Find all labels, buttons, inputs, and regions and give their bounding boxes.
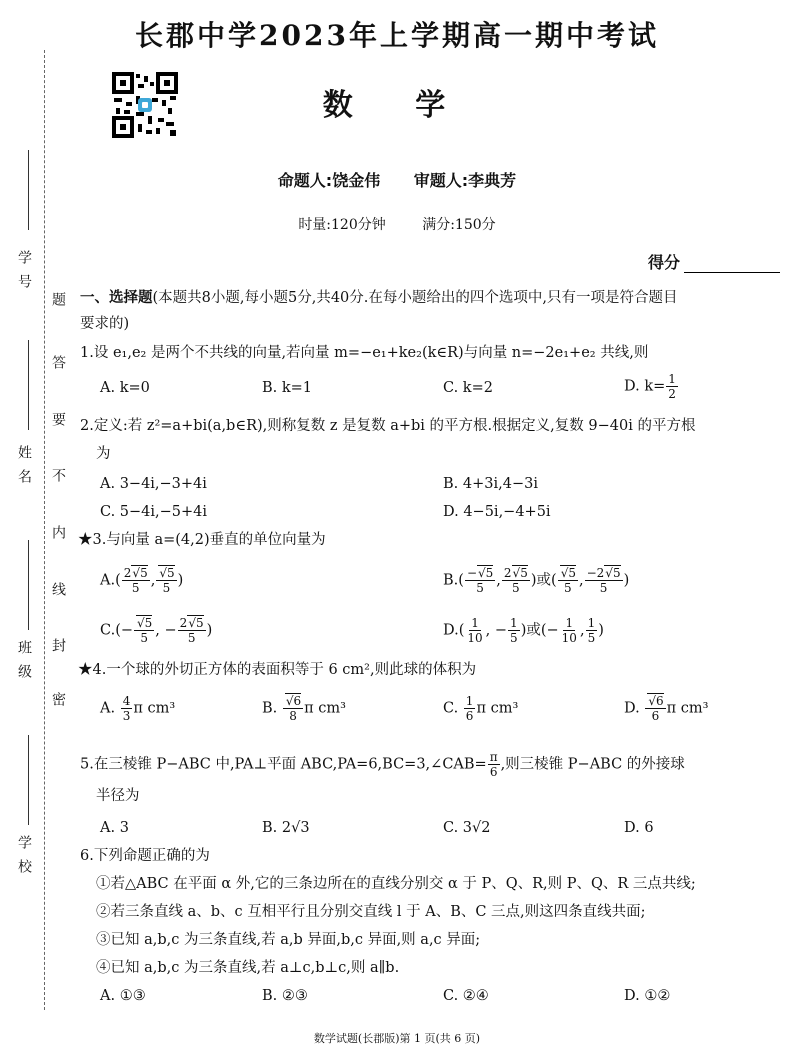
numerator: π bbox=[489, 750, 498, 764]
q4-option-a[interactable]: A. $\frac{4}{3}$ π cm³ bbox=[100, 694, 176, 723]
option-label: A. bbox=[100, 572, 116, 589]
q6-option-c[interactable]: C. ②④ bbox=[443, 988, 489, 1004]
q5-option-c[interactable]: C. 3√2 bbox=[443, 820, 491, 836]
q3-option-b[interactable]: B.( $\frac{-√ 5}{5}$ , $\frac{2√ 5}{5}$ )或( √ $\frac{5}{5}$ , $\frac{-2√ 5}{5}$ ) bbox=[443, 566, 629, 595]
reviewer-name: 审题人:李典芳 bbox=[413, 171, 517, 190]
exam-title: 长郡中学2023年上学期高一期中考试 bbox=[135, 19, 659, 52]
seal-char: 内 bbox=[50, 525, 66, 539]
option-label: D. bbox=[443, 622, 459, 639]
q5-option-b[interactable]: B. 2√3 bbox=[262, 820, 310, 836]
seal-char: 密 bbox=[50, 692, 66, 706]
fraction: $\frac{-√ 5}{5}$ bbox=[465, 566, 495, 595]
exam-timing bbox=[0, 214, 794, 234]
q5-option-a[interactable]: A. 3 bbox=[100, 820, 129, 836]
section-title: 一、选择题 bbox=[80, 289, 153, 306]
q5-stem-part1: 5.在三棱锥 P−ABC 中,PA⊥平面 ABC,PA=6,BC=3,∠CAB= bbox=[80, 756, 487, 773]
section-header bbox=[80, 288, 678, 308]
q6-option-d[interactable]: D. ①② bbox=[624, 988, 671, 1004]
q6-statement-2: ②若三条直线 a、b、c 互相平行且分别交直线 l 于 A、B、C 三点,则这四条直线共面; bbox=[96, 904, 646, 920]
q1-d-prefix: D. k= bbox=[624, 378, 666, 395]
binding-margin bbox=[0, 0, 70, 1057]
time-limit: 时量:120分钟 bbox=[298, 217, 386, 233]
q4-option-b[interactable]: B. √ $\frac{6}{8}$ π cm³ bbox=[262, 694, 346, 723]
unit: π cm³ bbox=[133, 700, 176, 717]
fraction: $\frac{1}{10}$ bbox=[561, 616, 577, 645]
option-label: B. bbox=[443, 572, 459, 589]
fraction: $\frac{4}{3}$ bbox=[122, 694, 131, 723]
score-label: 得分 bbox=[648, 253, 681, 272]
fraction: $\frac{1}{5}$ bbox=[510, 616, 518, 645]
denominator: 2 bbox=[668, 387, 676, 401]
class-label: 班级 bbox=[16, 640, 32, 688]
q5-stem-part2: ,则三棱锥 P−ABC 的外接球 bbox=[500, 756, 685, 773]
fraction: √ $\frac{6}{6}$ bbox=[645, 694, 665, 723]
fraction: $\frac{-2√ 5}{5}$ bbox=[585, 566, 623, 595]
q6-option-b[interactable]: B. ②③ bbox=[262, 988, 308, 1004]
q4-stem: ★4.一个球的外切正方体的表面积等于 6 cm²,则此球的体积为 bbox=[78, 662, 477, 678]
seal-char: 答 bbox=[50, 355, 66, 369]
student-id-label: 学号 bbox=[16, 250, 32, 298]
seal-char: 题 bbox=[50, 292, 66, 306]
or-word: 或 bbox=[526, 622, 541, 639]
q2-option-a[interactable]: A. 3−4i,−3+4i bbox=[100, 476, 207, 492]
q3-stem: ★3.与向量 a=(4,2)垂直的单位向量为 bbox=[78, 532, 326, 548]
seal-char: 线 bbox=[50, 582, 66, 596]
q1-stem: 1.设 e₁,e₂ 是两个不共线的向量,若向量 m=−e₁+ke₂(k∈R)与向量 n=−2e₁+e₂ 共线,则 bbox=[80, 345, 649, 361]
score-box bbox=[648, 250, 780, 273]
q6-stem: 6.下列命题正确的为 bbox=[80, 848, 210, 864]
full-score: 满分:150分 bbox=[422, 217, 496, 233]
q6-statement-1: ①若△ABC 在平面 α 外,它的三条边所在的直线分别交 α 于 P、Q、R,则 P、Q、R 三点共线; bbox=[96, 876, 696, 892]
fraction bbox=[666, 372, 678, 401]
fraction: √ $\frac{5}{5}$ bbox=[156, 566, 176, 595]
denominator: 6 bbox=[489, 765, 498, 779]
q1-option-b[interactable]: B. k=1 bbox=[262, 380, 313, 396]
unit: π cm³ bbox=[666, 700, 709, 717]
name-line bbox=[28, 340, 29, 430]
fraction: $\frac{2√ 5}{5}$ bbox=[178, 616, 206, 645]
seal-char: 封 bbox=[50, 638, 66, 652]
q1-option-d[interactable] bbox=[624, 372, 679, 401]
or-word: 或 bbox=[536, 572, 552, 589]
school-line bbox=[28, 735, 29, 825]
q3-option-c[interactable]: C.(− √ $\frac{5}{5}$ , − $\frac{2√ 5}{5}$ ) bbox=[100, 616, 212, 645]
fraction: $\frac{2√ 5}{5}$ bbox=[122, 566, 150, 595]
fraction: √ $\frac{5}{5}$ bbox=[134, 616, 154, 645]
school-label: 学校 bbox=[16, 835, 32, 883]
section-instruction: (本题共8小题,每小题5分,共40分.在每小题给出的四个选项中,只有一项是符合题目 bbox=[152, 290, 678, 306]
q4-option-d[interactable]: D. √ $\frac{6}{6}$ π cm³ bbox=[624, 694, 708, 723]
numerator: 1 bbox=[668, 372, 676, 386]
score-blank[interactable] bbox=[684, 258, 780, 273]
q2-option-d[interactable]: D. 4−5i,−4+5i bbox=[443, 504, 551, 520]
q6-statement-3: ③已知 a,b,c 为三条直线,若 a,b 异面,b,c 异面,则 a,c 异面; bbox=[96, 932, 481, 948]
fraction: $\frac{1}{6}$ bbox=[465, 694, 474, 723]
subject-title: 数 学 bbox=[322, 88, 472, 123]
q6-statement-4: ④已知 a,b,c 为三条直线,若 a⊥c,b⊥c,则 a∥b. bbox=[96, 960, 400, 976]
seal-char: 要 bbox=[50, 412, 66, 426]
unit: π cm³ bbox=[304, 700, 346, 717]
option-label: C. bbox=[100, 622, 116, 639]
q4-option-c[interactable]: C. $\frac{1}{6}$ π cm³ bbox=[443, 694, 519, 723]
fraction: √ $\frac{5}{5}$ bbox=[558, 566, 578, 595]
fraction: $\frac{1}{10}$ bbox=[467, 616, 483, 645]
q5-stem-cont: 半径为 bbox=[96, 788, 140, 804]
class-line bbox=[28, 540, 29, 630]
fraction: $\frac{1}{5}$ bbox=[587, 616, 596, 645]
author-info bbox=[0, 168, 794, 191]
fraction: $\frac{2√ 5}{5}$ bbox=[502, 566, 530, 595]
q1-option-c[interactable]: C. k=2 bbox=[443, 380, 493, 396]
seal-dashed-line bbox=[44, 50, 45, 1010]
q2-stem-cont: 为 bbox=[96, 446, 111, 462]
q5-option-d[interactable]: D. 6 bbox=[624, 820, 654, 836]
q5-stem bbox=[80, 750, 685, 779]
unit: π cm³ bbox=[476, 700, 519, 717]
name-label: 姓名 bbox=[16, 445, 32, 493]
seal-char: 不 bbox=[50, 468, 66, 482]
fraction bbox=[488, 750, 500, 779]
fraction: √ $\frac{6}{8}$ bbox=[283, 694, 303, 723]
q6-option-a[interactable]: A. ①③ bbox=[100, 988, 146, 1004]
q2-stem: 2.定义:若 z²=a+bi(a,b∈R),则称复数 z 是复数 a+bi 的平方根.根据定义,复数 9−40i 的平方根 bbox=[80, 418, 696, 434]
q1-option-a[interactable]: A. k=0 bbox=[100, 380, 150, 396]
q3-option-a[interactable]: A.( $\frac{2√ 5}{5}$ , √ $\frac{5}{5}$ ) bbox=[100, 566, 183, 595]
q3-option-d[interactable]: D.( $\frac{1}{10}$ , − $\frac{1}{5}$ )或(− $\frac{1}{10}$ , $\frac{1}{5}$ ) bbox=[443, 616, 604, 645]
q2-option-c[interactable]: C. 5−4i,−5+4i bbox=[100, 504, 208, 520]
section-instruction-cont: 要求的) bbox=[80, 316, 130, 332]
page-footer: 数学试题(长郡版)第 1 页(共 6 页) bbox=[313, 1032, 481, 1045]
q2-option-b[interactable]: B. 4+3i,4−3i bbox=[443, 476, 538, 492]
author-name: 命题人:饶金伟 bbox=[277, 171, 381, 190]
